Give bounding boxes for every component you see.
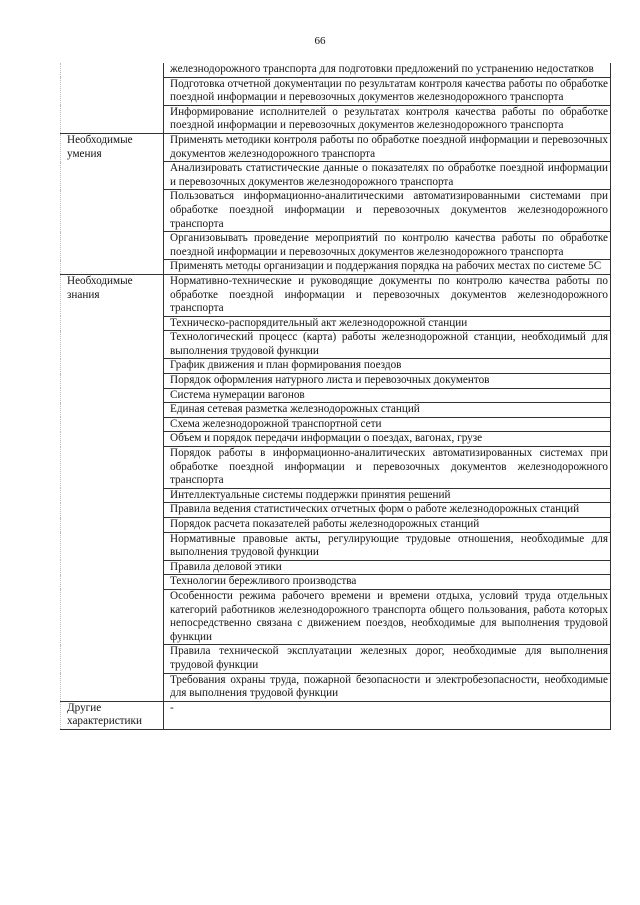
requirement-item: Правила технической эксплуатации железных дорог, необходимые для выполнения трудовой функции: [164, 645, 611, 673]
requirement-item: Пользоваться информационно-аналитическими автоматизированными системами при обработке поездной информации и перевозочных документов железнодорожного транспорта: [164, 190, 611, 232]
requirement-item: Нормативно-технические и руководящие документы по контролю качества работы по обработке поездной информации и перевозочных документов железнодорожного транспорта: [164, 274, 611, 316]
table-row: [61, 701, 611, 729]
requirement-item: -: [164, 701, 611, 729]
requirement-item: Подготовка отчетной документации по результатам контроля качества работы по обработке поездной информации и перевозочных документов железнодорожного транспорта: [164, 77, 611, 105]
requirement-item: Информирование исполнителей о результатах контроля качества работы по обработке поездной информации и перевозочных документов железнодорожного транспорта: [164, 105, 611, 133]
requirement-item: Нормативные правовые акты, регулирующие трудовые отношения, необходимые для выполнения трудовой функции: [164, 532, 611, 560]
section-label-cell-continued: [61, 63, 164, 133]
requirement-item: Единая сетевая разметка железнодорожных станций: [164, 403, 611, 418]
requirement-item: Организовывать проведение мероприятий по контролю качества работы по обработке поездной информации и перевозочных документов железнодорожного транспорта: [164, 232, 611, 260]
requirement-item: Порядок оформления натурного листа и перевозочных документов: [164, 374, 611, 389]
section-label: Другие характеристики: [67, 701, 142, 728]
requirement-item: Порядок расчета показателей работы железнодорожных станций: [164, 518, 611, 533]
table-row: [61, 274, 611, 316]
requirement-item: Объем и порядок передачи информации о поездах, вагонах, грузе: [164, 432, 611, 447]
section-label-cell-knowledge: [61, 274, 164, 701]
requirement-item: Требования охраны труда, пожарной безопасности и электробезопасности, необходимые для выполнения трудовой функции: [164, 673, 611, 701]
requirement-item: Особенности режима рабочего времени и времени отдыха, условий труда отдельных категорий работников железнодорожного транспорта общего пользования, работа которых непосредственно связана с движением поездов, необходимые для выполнения трудовой функции: [164, 589, 611, 644]
requirement-item: железнодорожного транспорта для подготовки предложений по устранению недостатков: [164, 63, 611, 77]
section-label-cell-other: [61, 701, 164, 729]
characteristics-table: [60, 63, 611, 730]
requirement-item: Интеллектуальные системы поддержки принятия решений: [164, 488, 611, 503]
requirement-item: Правила ведения статистических отчетных форм о работе железнодорожных станций: [164, 503, 611, 518]
requirement-item: Порядок работы в информационно-аналитических автоматизированных системах при обработке поездной информации и перевозочных документов железнодорожного транспорта: [164, 447, 611, 489]
table-row: [61, 63, 611, 77]
requirement-item: Применять методы организации и поддержания порядка на рабочих местах по системе 5С: [164, 260, 611, 275]
requirement-item: Система нумерации вагонов: [164, 388, 611, 403]
requirement-item: График движения и план формирования поездов: [164, 359, 611, 374]
requirement-item: Анализировать статистические данные о показателях по обработке поездной информации и перевозочных документов железнодорожного транспорта: [164, 162, 611, 190]
page-number: 66: [314, 35, 326, 47]
section-label: Необходимые знания: [67, 274, 133, 301]
requirement-item: Применять методики контроля работы по обработке поездной информации и перевозочных документов железнодорожного транспорта: [164, 133, 611, 161]
requirement-item: Технологии бережливого производства: [164, 575, 611, 590]
requirement-item: Схема железнодорожной транспортной сети: [164, 417, 611, 432]
table-row: [61, 133, 611, 161]
section-label-cell-skills: [61, 133, 164, 274]
characteristics-table-body: [61, 63, 611, 729]
requirement-item: Техническо-распорядительный акт железнодорожной станции: [164, 316, 611, 331]
requirement-item: Правила деловой этики: [164, 560, 611, 575]
section-label: Необходимые умения: [67, 133, 133, 160]
requirement-item: Технологический процесс (карта) работы железнодорожной станции, необходимый для выполнения трудовой функции: [164, 331, 611, 359]
